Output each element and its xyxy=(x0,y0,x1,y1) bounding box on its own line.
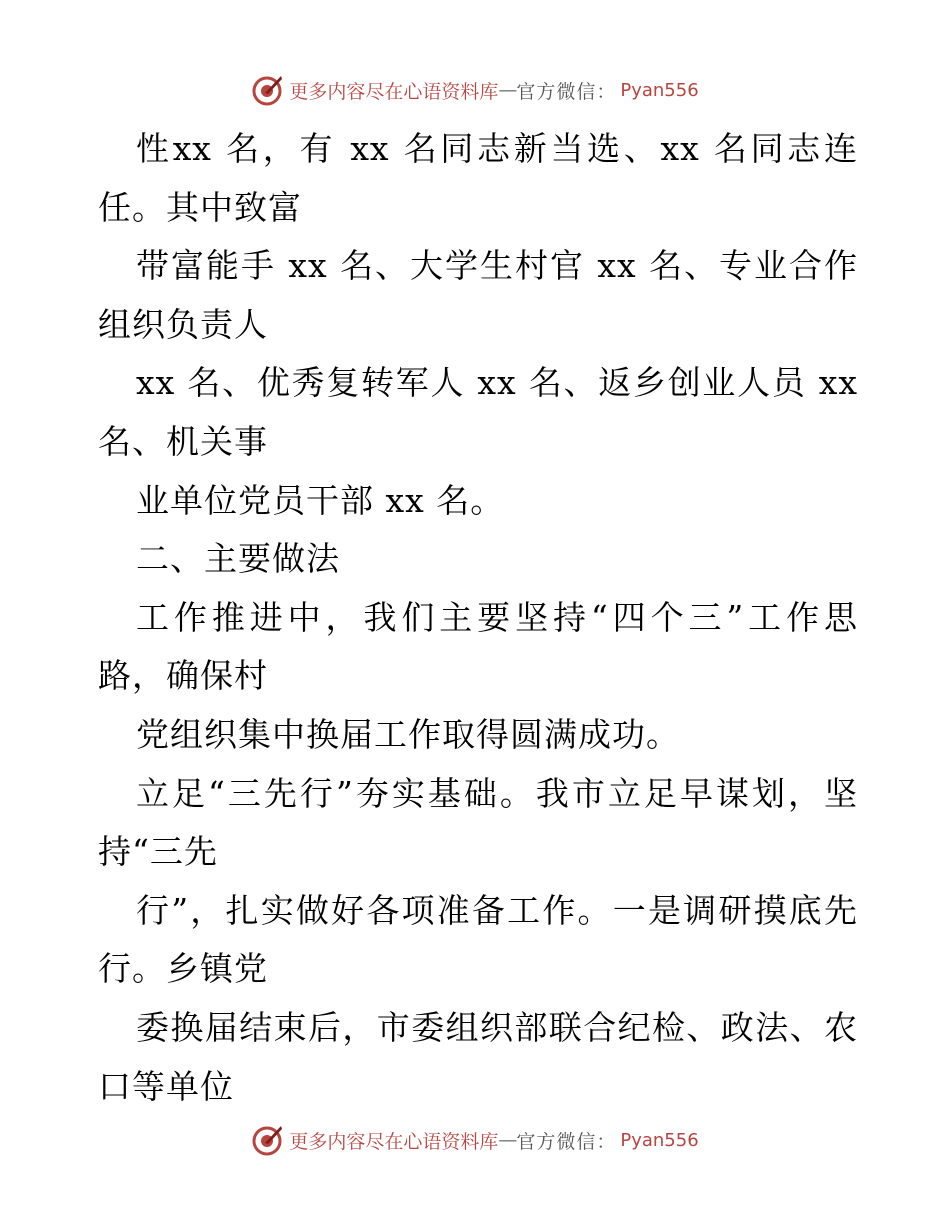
text-line: 立足“三先行”夯实基础。我市立足早谋划，坚 xyxy=(136,773,858,813)
text-line: xx 名、优秀复转军人 xx 名、返乡创业人员 xx xyxy=(136,363,858,403)
watermark-contact-label: 官方微信： xyxy=(516,80,617,103)
text-line: 路，确保村 xyxy=(98,656,268,696)
quill-logo-icon xyxy=(251,73,285,107)
watermark-separator: — xyxy=(498,79,517,101)
text-line: 任。其中致富 xyxy=(98,187,302,227)
text-line: 党组织集中换届工作取得圆满成功。 xyxy=(136,714,680,754)
watermark-text: 更多内容尽在心语资料库 xyxy=(289,80,499,103)
text-line: 行。乡镇党 xyxy=(98,949,268,989)
text-line: 带富能手 xx 名、大学生村官 xx 名、专业合作 xyxy=(136,246,858,286)
text-line: 持“三先 xyxy=(98,832,218,872)
watermark-banner-top xyxy=(0,70,950,110)
watermark-wechat-id: Pyan556 xyxy=(620,79,699,101)
text-line: 委换届结束后，市委组织部联合纪检、政法、农 xyxy=(136,1007,858,1047)
text-line: 工作推进中，我们主要坚持“四个三”工作思 xyxy=(136,597,858,637)
watermark-contact-label: 官方微信： xyxy=(516,1130,617,1153)
watermark-wechat-id: Pyan556 xyxy=(620,1129,699,1151)
text-line: 组织负责人 xyxy=(98,304,268,344)
watermark-text: 更多内容尽在心语资料库 xyxy=(289,1130,499,1153)
document-body xyxy=(98,120,858,1116)
text-line: 行”，扎实做好各项准备工作。一是调研摸底先 xyxy=(136,890,858,930)
section-heading: 二、主要做法 xyxy=(136,539,340,579)
text-line: 名、机关事 xyxy=(98,421,268,461)
quill-logo-icon xyxy=(251,1123,285,1157)
text-line: 业单位党员干部 xx 名。 xyxy=(136,480,505,520)
text-line: 口等单位 xyxy=(98,1066,234,1106)
watermark-banner-bottom xyxy=(0,1120,950,1160)
text-line: 性xx 名，有 xx 名同志新当选、xx 名同志连 xyxy=(136,129,858,168)
watermark-separator: — xyxy=(498,1129,517,1151)
